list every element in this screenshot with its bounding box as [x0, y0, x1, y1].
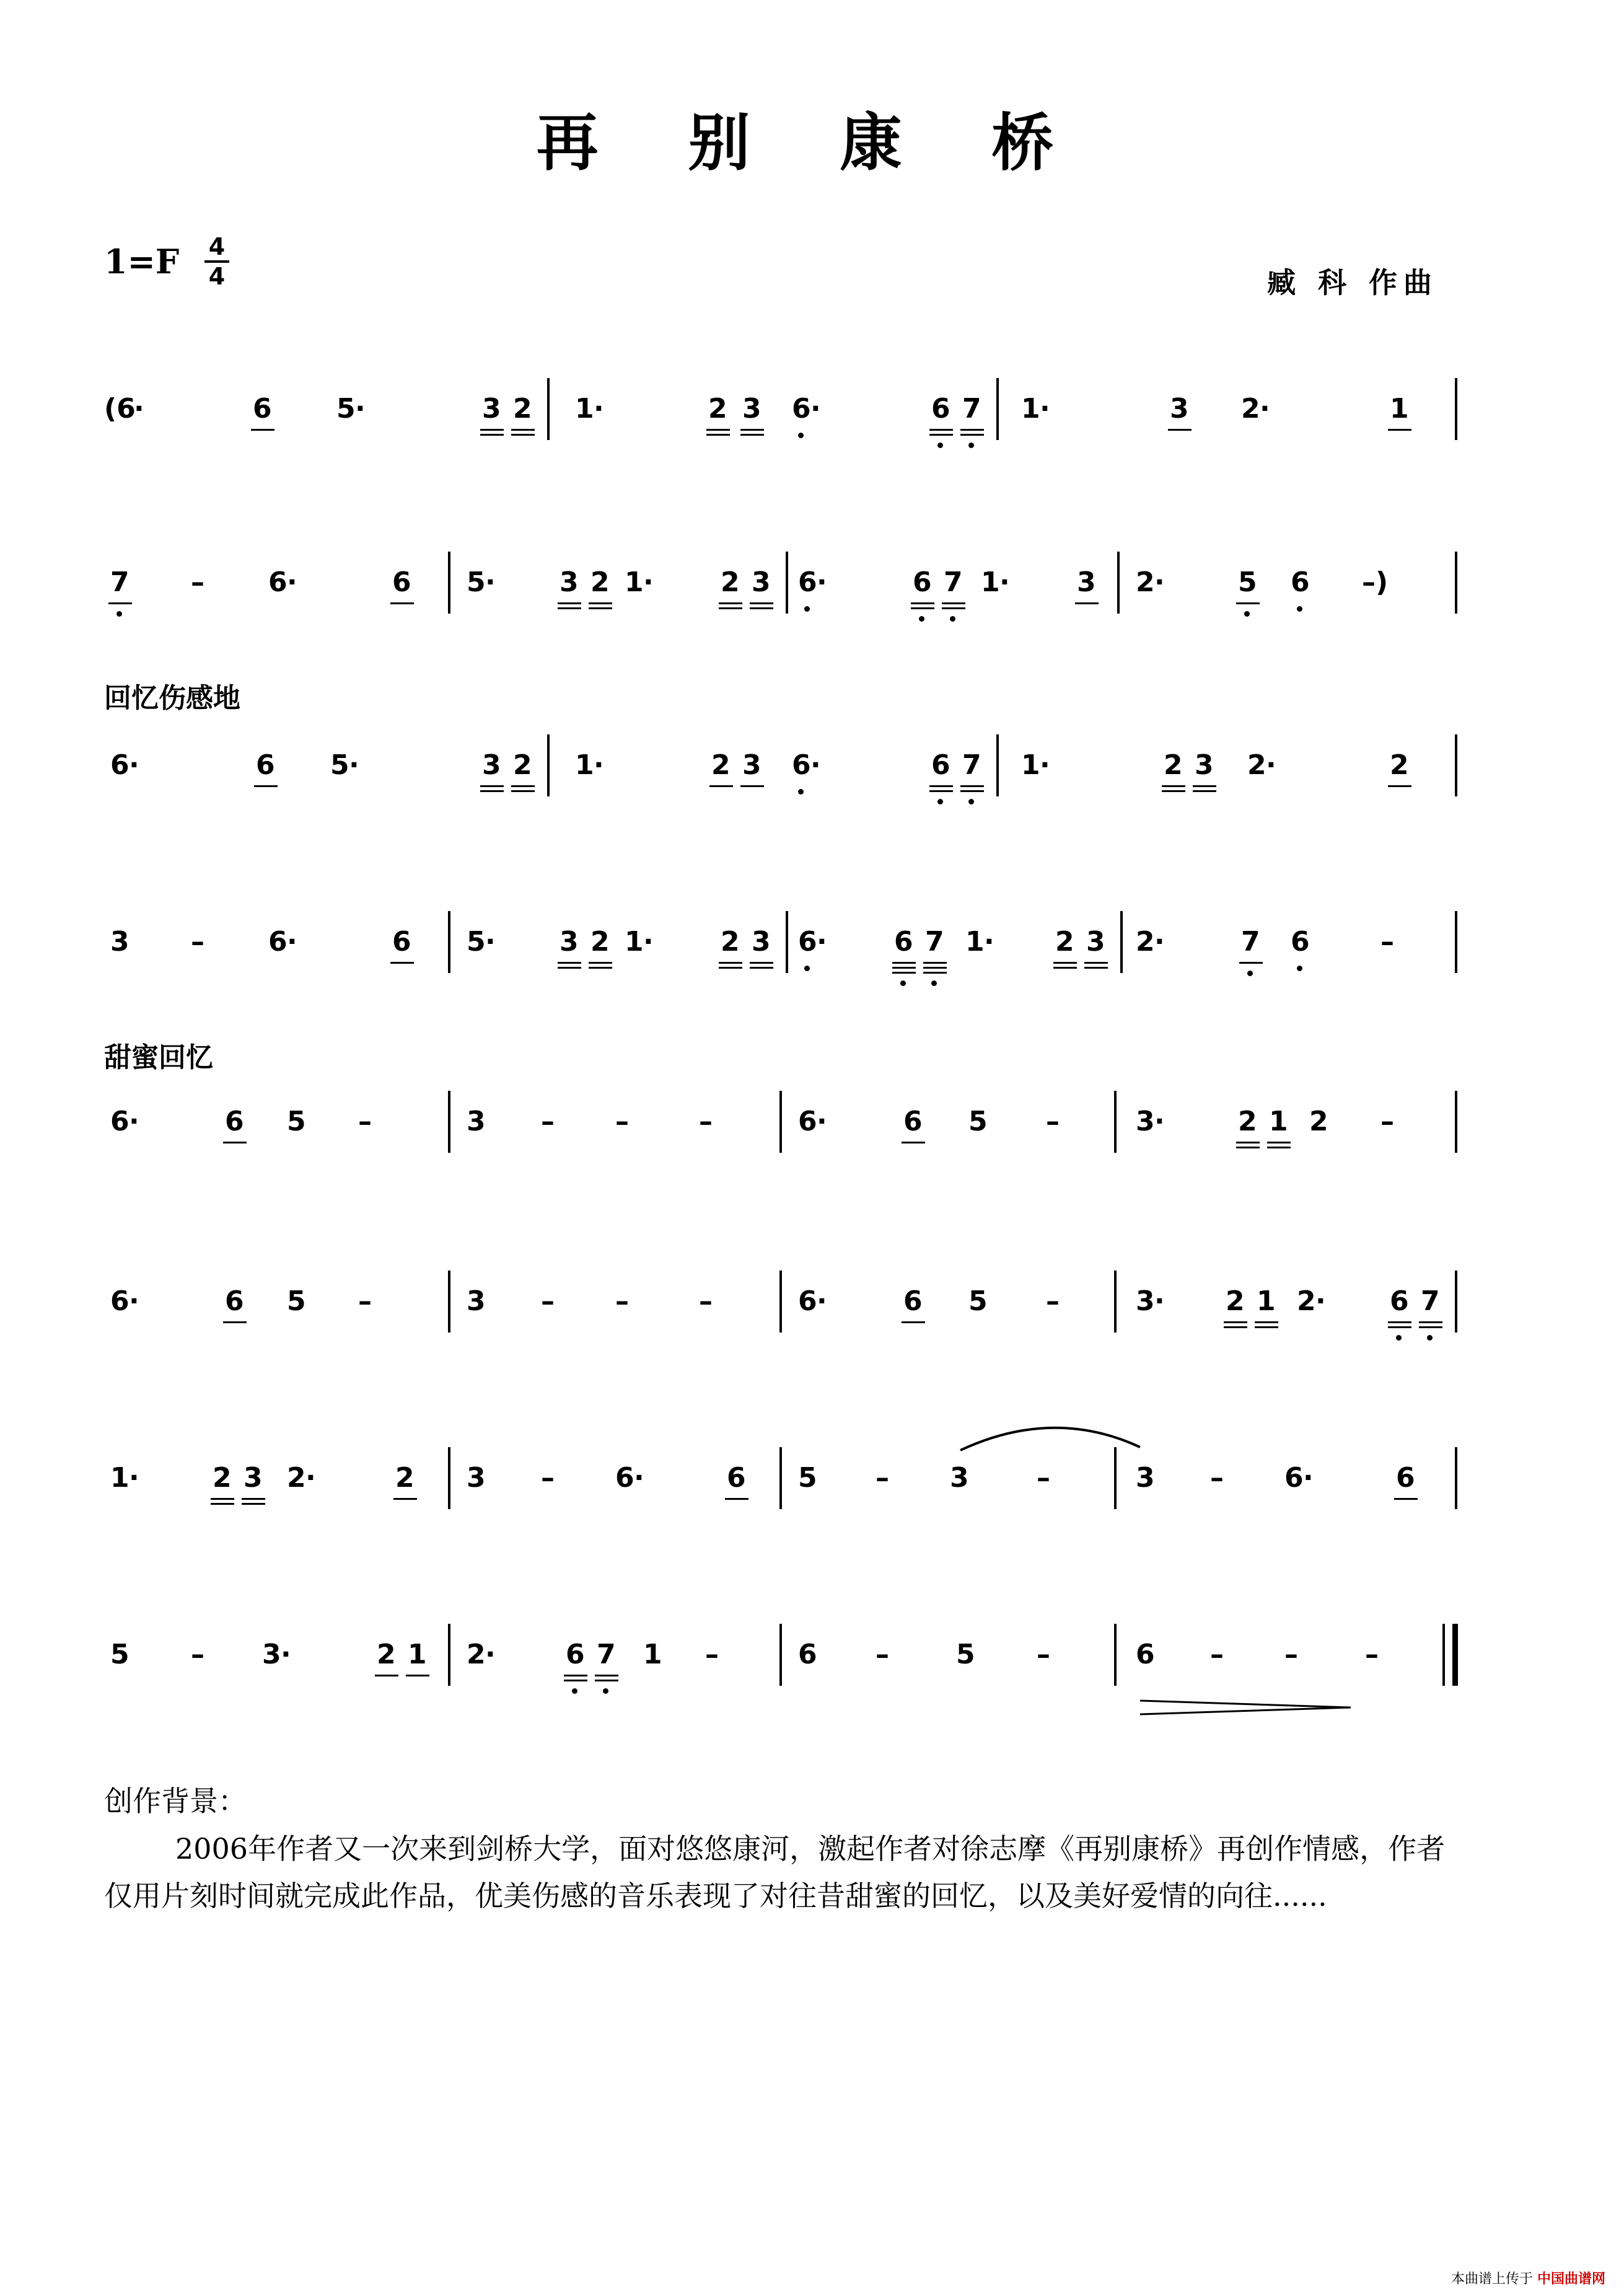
note: 6 [913, 566, 932, 598]
note: – [1046, 1106, 1060, 1137]
note: · [1303, 1462, 1314, 1494]
note: 1 [110, 1462, 129, 1494]
note: 2 [213, 1462, 232, 1494]
note: · [810, 749, 821, 781]
note: 2 [1247, 749, 1266, 781]
note: 3 [560, 566, 579, 598]
note: –) [1362, 566, 1389, 598]
note: 6 [792, 749, 811, 781]
note: 6 [1390, 1285, 1409, 1317]
note: · [999, 566, 1010, 598]
note: 3 [752, 926, 771, 958]
note: 2 [711, 749, 731, 781]
note: 1 [1269, 1106, 1288, 1137]
note: 6 [256, 749, 275, 781]
note: 2 [1309, 1106, 1328, 1137]
note: – [541, 1462, 555, 1494]
note: 2 [1226, 1285, 1245, 1317]
footer [1451, 2268, 1605, 2288]
note: 2 [1297, 1285, 1316, 1317]
note: – [541, 1285, 555, 1317]
background-text: 2006年作者又一次来到剑桥大学，面对悠悠康河，激起作者对徐志摩《再别康桥》再创作情感，作者仅用片刻时间就完成此作品，优美伤感的音乐表现了对往昔甜蜜的回忆，以及美好爱情的向往...... [104, 1832, 1446, 1913]
note: 7 [1421, 1285, 1440, 1317]
note: 3 [1077, 566, 1096, 598]
note: · [1266, 749, 1276, 781]
note: 1 [625, 926, 644, 958]
expression-mark: 甜蜜回忆 [104, 1042, 213, 1073]
note: · [643, 566, 654, 598]
note: · [129, 749, 139, 781]
note: – [615, 1285, 629, 1317]
note: · [355, 393, 366, 425]
note: 6 [798, 1285, 817, 1317]
note: 3 [244, 1462, 263, 1494]
note: 2 [1055, 926, 1074, 958]
note: · [817, 1106, 827, 1137]
note: 3 [1195, 749, 1214, 781]
note: 6 [110, 1106, 129, 1137]
note: 5 [110, 1639, 129, 1670]
note: 1 [1257, 1285, 1276, 1317]
note: 3 [467, 1462, 486, 1494]
note: 2 [287, 1462, 306, 1494]
diminuendo [1140, 1701, 1351, 1714]
note: 6 [110, 749, 129, 781]
note: – [191, 926, 204, 958]
note: 5 [287, 1285, 306, 1317]
note: 3 [1136, 1285, 1155, 1317]
note: (6 [104, 393, 136, 425]
note: · [485, 566, 496, 598]
note: – [1046, 1285, 1060, 1317]
note: 2 [467, 1639, 486, 1670]
note: 6 [903, 1285, 923, 1317]
note: 5 [968, 1285, 988, 1317]
note: 1 [981, 566, 1000, 598]
note: 2 [513, 749, 532, 781]
note: 2 [708, 393, 727, 425]
note: 2 [1164, 749, 1183, 781]
note: 3 [467, 1106, 486, 1137]
footer-site: 中国曲谱网 [1537, 2271, 1605, 2287]
note: 6 [798, 1106, 817, 1137]
note: 6 [894, 926, 913, 958]
note: · [281, 1639, 291, 1670]
note: 3 [482, 393, 501, 425]
note: 6 [392, 926, 411, 958]
note: 6 [1291, 566, 1310, 598]
note: 6 [792, 393, 811, 425]
note: · [1315, 1285, 1326, 1317]
note: – [705, 1639, 719, 1670]
note: 6 [110, 1285, 129, 1317]
note: 5 [467, 926, 486, 958]
note: 5 [968, 1106, 988, 1137]
note: 5 [467, 566, 486, 598]
note: · [594, 393, 604, 425]
note: 2 [721, 926, 740, 958]
note: · [1154, 926, 1165, 958]
note: 6 [931, 393, 950, 425]
note: 6 [727, 1462, 746, 1494]
time-signature-top: 4 [208, 233, 226, 260]
note: · [287, 566, 297, 598]
note: – [1210, 1462, 1224, 1494]
note: 3 [1086, 926, 1105, 958]
note: 7 [1241, 926, 1260, 958]
note: · [1040, 393, 1050, 425]
note: 5 [956, 1639, 975, 1670]
note: · [305, 1462, 316, 1494]
note: 2 [590, 566, 610, 598]
note: 6 [1396, 1462, 1415, 1494]
background-heading: 创作背景： [104, 1784, 247, 1818]
note: 2 [1136, 566, 1155, 598]
note: 3 [262, 1639, 281, 1670]
note: 2 [395, 1462, 415, 1494]
note: – [1037, 1462, 1050, 1494]
note: 2 [1136, 926, 1155, 958]
note: 6 [1291, 926, 1310, 958]
note: 3 [560, 926, 579, 958]
footer-prefix: 本曲谱上传于 [1451, 2271, 1533, 2287]
note: 1 [1021, 393, 1040, 425]
note: · [134, 393, 144, 425]
note: 1 [1021, 749, 1040, 781]
composer: 臧 科 作曲 [1266, 266, 1438, 299]
note: · [817, 1285, 827, 1317]
note: 6 [931, 749, 950, 781]
note: · [810, 393, 821, 425]
note: 6 [253, 393, 272, 425]
note: · [129, 1462, 139, 1494]
note: 6 [798, 926, 817, 958]
key-signature: 1=F [104, 242, 180, 281]
note: 2 [721, 566, 740, 598]
note: 6 [798, 566, 817, 598]
note: 1 [965, 926, 985, 958]
note: 1 [625, 566, 644, 598]
note: – [541, 1106, 555, 1137]
note: – [699, 1106, 713, 1137]
note: 2 [377, 1639, 396, 1670]
note: 6 [268, 926, 287, 958]
note: – [1284, 1639, 1298, 1670]
note: · [817, 566, 827, 598]
note: 6 [1284, 1462, 1304, 1494]
note: 5 [1238, 566, 1257, 598]
note: 3 [742, 749, 762, 781]
note: 6 [903, 1106, 923, 1137]
note: – [191, 566, 204, 598]
note: 7 [944, 566, 963, 598]
note: 1 [575, 749, 594, 781]
note: 3 [482, 749, 501, 781]
note: 1 [575, 393, 594, 425]
note: · [1040, 749, 1050, 781]
note: 2 [1241, 393, 1260, 425]
note: 3 [1136, 1462, 1155, 1494]
note: 5 [336, 393, 356, 425]
note: 6 [392, 566, 411, 598]
time-signature-bottom: 4 [208, 263, 226, 290]
note: – [876, 1639, 889, 1670]
note: – [1380, 1106, 1394, 1137]
note: 1 [1390, 393, 1409, 425]
note: 7 [110, 566, 129, 598]
note: · [485, 1639, 496, 1670]
note: 3 [110, 926, 129, 958]
note: – [1365, 1639, 1379, 1670]
note: 3 [467, 1285, 486, 1317]
note: · [1260, 393, 1270, 425]
note: – [876, 1462, 889, 1494]
note: · [594, 749, 604, 781]
note: – [615, 1106, 629, 1137]
note: 7 [597, 1639, 616, 1670]
note: – [358, 1285, 372, 1317]
note: · [643, 926, 654, 958]
note: 6 [268, 566, 287, 598]
note: 6 [615, 1462, 634, 1494]
note: · [485, 926, 496, 958]
note: 7 [962, 393, 981, 425]
note: 3 [1170, 393, 1189, 425]
note: – [1210, 1639, 1224, 1670]
note: 3 [1136, 1106, 1155, 1137]
note: – [699, 1285, 713, 1317]
note: 1 [408, 1639, 427, 1670]
note: · [349, 749, 359, 781]
note: 6 [798, 1639, 817, 1670]
page-title: 再 别 康 桥 [536, 106, 1088, 179]
note: 5 [287, 1106, 306, 1137]
note: 3 [742, 393, 762, 425]
note: 6 [566, 1639, 585, 1670]
note: 5 [330, 749, 349, 781]
note: 1 [643, 1639, 662, 1670]
note: – [1380, 926, 1394, 958]
expression-mark: 回忆伤感地 [104, 682, 240, 714]
note: 6 [225, 1106, 244, 1137]
note: – [191, 1639, 204, 1670]
note: · [1154, 566, 1165, 598]
note: · [129, 1106, 139, 1137]
note: · [287, 926, 297, 958]
note: 5 [798, 1462, 817, 1494]
note: 2 [1238, 1106, 1257, 1137]
note: 7 [962, 749, 981, 781]
note: 6 [225, 1285, 244, 1317]
note: 6 [1136, 1639, 1155, 1670]
note: · [634, 1462, 644, 1494]
note: · [1154, 1285, 1165, 1317]
note: · [129, 1285, 139, 1317]
note: 2 [1390, 749, 1409, 781]
note: 2 [513, 393, 532, 425]
note: 2 [590, 926, 610, 958]
note: · [1154, 1106, 1165, 1137]
note: 3 [950, 1462, 969, 1494]
note: 7 [925, 926, 944, 958]
note: 3 [752, 566, 771, 598]
note: · [817, 926, 827, 958]
note: · [984, 926, 994, 958]
note: – [1037, 1639, 1050, 1670]
note: – [358, 1106, 372, 1137]
